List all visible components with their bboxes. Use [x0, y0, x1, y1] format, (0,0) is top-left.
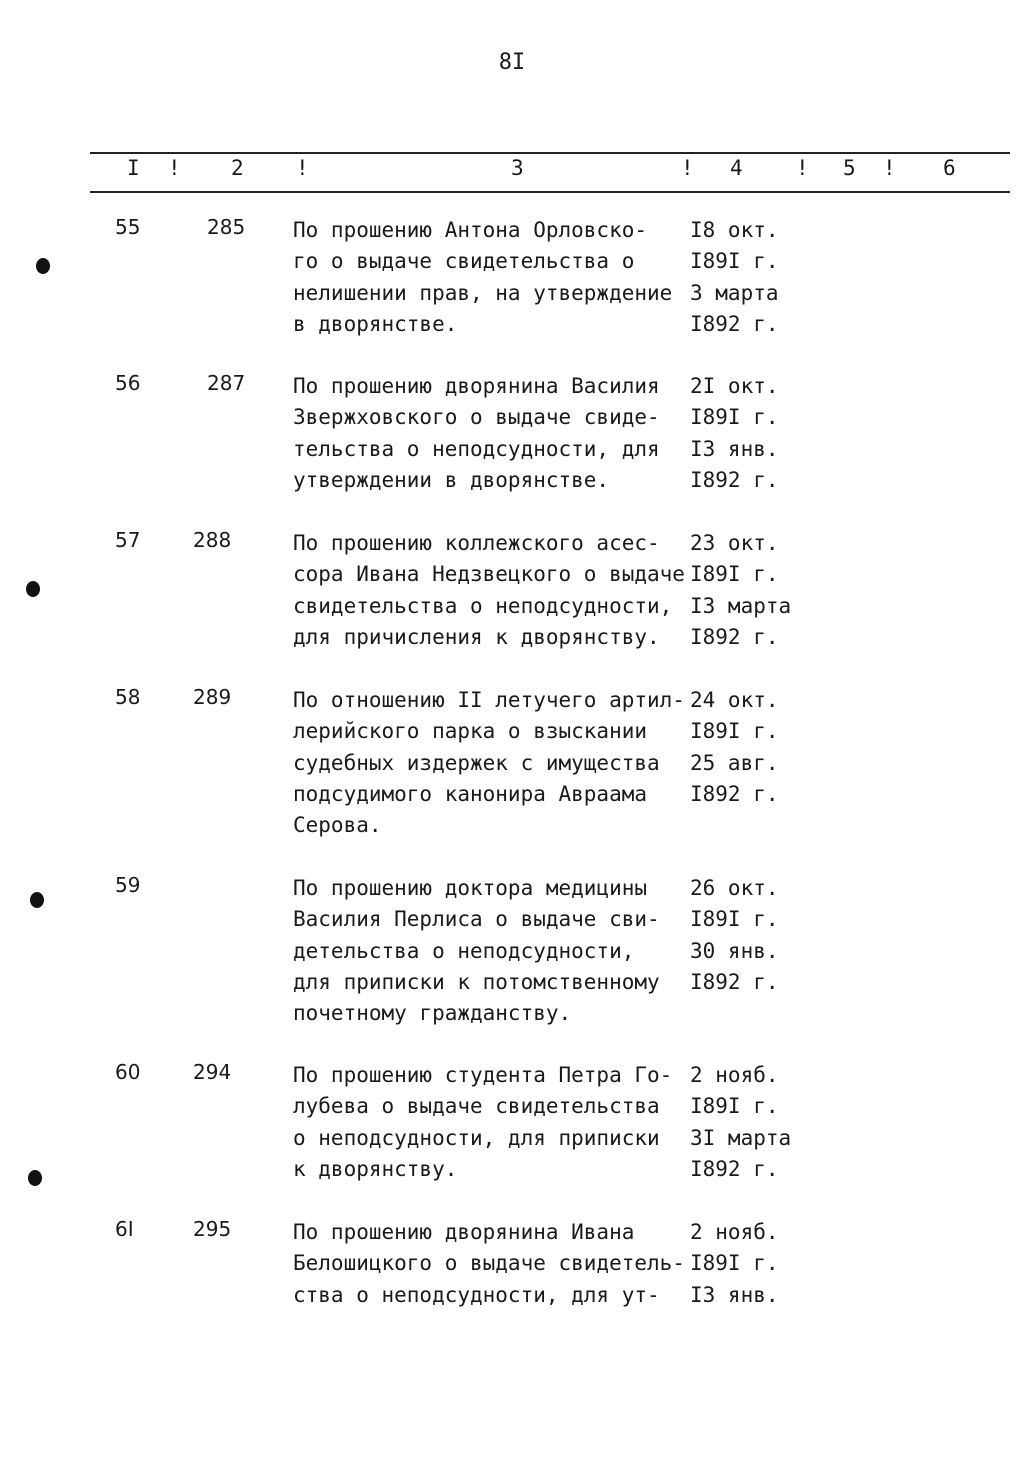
header-separator: ! — [883, 156, 896, 180]
description-line: По прошению Антона Орловско- — [293, 218, 648, 242]
date-line: I89I г. — [690, 907, 779, 932]
description-line: Серова. — [293, 813, 382, 838]
entry-number: 60 — [115, 1060, 141, 1084]
header-separator: ! — [168, 156, 181, 180]
date-line: I892 г. — [690, 969, 779, 994]
document-number: 287 — [207, 371, 246, 395]
description-line: свидетельства о неподсудности, — [293, 593, 673, 618]
description-line: По прошению дворянина Ивана — [293, 1220, 635, 1244]
description-line: По прошению студента Петра Го- — [293, 1063, 673, 1087]
date-line: 24 окт. — [690, 688, 779, 712]
header-col-3: 3 — [511, 156, 524, 180]
entry-dates — [690, 685, 850, 810]
document-number: 288 — [193, 528, 232, 552]
description-line: нелишении прав, на утверждение — [293, 280, 673, 305]
header-col-1: I — [127, 156, 140, 180]
date-line: I3 янв. — [690, 1282, 779, 1307]
description-line: о неподсудности, для приписки — [293, 1125, 660, 1150]
date-line: I89I г. — [690, 405, 779, 430]
document-number: 294 — [193, 1060, 232, 1084]
date-line: I3 янв. — [690, 436, 779, 461]
header-separator: ! — [296, 156, 309, 180]
entry-description — [293, 1217, 688, 1311]
date-line: I89I г. — [690, 1251, 779, 1276]
entry-dates — [690, 371, 850, 496]
date-line: I892 г. — [690, 467, 779, 492]
entry-dates — [690, 873, 850, 998]
description-line: подсудимого канонира Авраама — [293, 781, 648, 806]
description-line: го о выдаче свидетельства о — [293, 249, 635, 274]
entry-description — [293, 215, 688, 340]
description-line: лерийского парка о взыскании — [293, 719, 648, 744]
description-line: тельства о неподсудности, для — [293, 436, 660, 461]
punch-hole — [36, 258, 50, 274]
date-line: 2I окт. — [690, 374, 779, 398]
description-line: детельства о неподсудности, — [293, 938, 635, 963]
entry-number: 6I — [115, 1217, 134, 1241]
entry-dates — [690, 1217, 850, 1311]
header-col-2: 2 — [231, 156, 244, 180]
column-header-row — [0, 156, 1024, 186]
date-line: 23 окт. — [690, 531, 779, 555]
description-line: Белошицкого о выдаче свидетель- — [293, 1251, 685, 1276]
entry-dates — [690, 528, 850, 653]
date-line: I892 г. — [690, 1156, 779, 1181]
date-line: 30 янв. — [690, 938, 779, 963]
entry-description — [293, 371, 688, 496]
description-line: По прошению коллежского асес- — [293, 531, 660, 555]
header-col-6: 6 — [943, 156, 956, 180]
date-line: 2 нояб. — [690, 1063, 779, 1087]
table-header-rule — [90, 191, 1010, 193]
date-line: I89I г. — [690, 1094, 779, 1119]
description-line: Василия Перлиса о выдаче сви- — [293, 907, 660, 932]
document-number: 295 — [193, 1217, 232, 1241]
entry-description — [293, 873, 688, 1029]
date-line: I89I г. — [690, 249, 779, 274]
date-line: 25 авг. — [690, 750, 779, 775]
description-line: ства о неподсудности, для ут- — [293, 1282, 660, 1307]
punch-hole — [30, 892, 44, 908]
header-separator: ! — [681, 156, 694, 180]
entry-number: 55 — [115, 215, 141, 239]
date-line: I89I г. — [690, 719, 779, 744]
date-line: 3 марта — [690, 280, 779, 305]
document-number: 285 — [207, 215, 246, 239]
description-line: По отношению II летучего артил- — [293, 688, 685, 712]
description-line: По прошению дворянина Василия — [293, 374, 660, 398]
description-line: почетному гражданству. — [293, 1001, 572, 1026]
date-line: I892 г. — [690, 624, 779, 649]
header-col-4: 4 — [730, 156, 743, 180]
entry-number: 58 — [115, 685, 141, 709]
description-line: утверждении в дворянстве. — [293, 467, 610, 492]
description-line: в дворянстве. — [293, 311, 458, 336]
entry-description — [293, 685, 688, 841]
description-line: сора Ивана Недзвецкого о выдаче — [293, 562, 685, 587]
description-line: к дворянству. — [293, 1156, 458, 1181]
date-line: I3 марта — [690, 593, 792, 618]
description-line: для причисления к дворянству. — [293, 624, 660, 649]
date-line: 3I марта — [690, 1125, 792, 1150]
entry-description — [293, 1060, 688, 1185]
header-separator: ! — [796, 156, 809, 180]
description-line: Звержховского о выдаче свиде- — [293, 405, 660, 430]
punch-hole — [28, 1170, 42, 1186]
date-line: I892 г. — [690, 781, 779, 806]
header-col-5: 5 — [843, 156, 856, 180]
table-top-rule — [90, 152, 1010, 154]
description-line: По прошению доктора медицины — [293, 876, 648, 900]
page-number: 8I — [498, 50, 526, 75]
punch-hole — [26, 581, 40, 597]
description-line: лубева о выдаче свидетельства — [293, 1094, 660, 1119]
date-line: I89I г. — [690, 562, 779, 587]
date-line: I8 окт. — [690, 218, 779, 242]
entry-number: 57 — [115, 528, 141, 552]
entry-description — [293, 528, 688, 653]
date-line: 2 нояб. — [690, 1220, 779, 1244]
entry-number: 56 — [115, 371, 141, 395]
description-line: для приписки к потомственному — [293, 969, 660, 994]
entry-dates — [690, 1060, 850, 1185]
date-line: 26 окт. — [690, 876, 779, 900]
entry-dates — [690, 215, 850, 340]
document-number: 289 — [193, 685, 232, 709]
entry-number: 59 — [115, 873, 141, 897]
description-line: судебных издержек с имущества — [293, 750, 660, 775]
date-line: I892 г. — [690, 311, 779, 336]
